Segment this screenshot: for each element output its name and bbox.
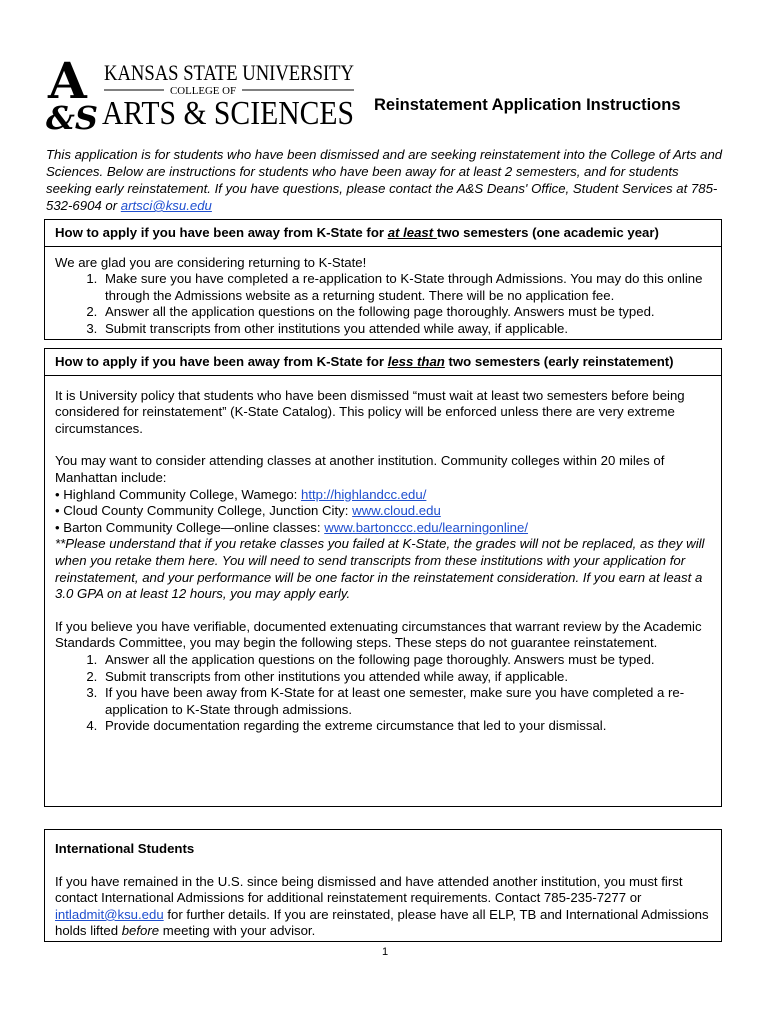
college-item	[55, 503, 711, 520]
section2-heading-pre: How to apply if you have been away from K-State for	[55, 354, 388, 369]
logo-monogram-s: &S	[46, 99, 98, 137]
section1-heading-pre: How to apply if you have been away from K-State for	[55, 225, 388, 240]
section3-text-mid: for further details. If you are reinstated, please have all ELP, TB and International Admissions holds lifted	[55, 906, 709, 939]
college-link[interactable]: www.cloud.edu	[352, 503, 441, 519]
logo-monogram-a: A	[48, 51, 87, 110]
section1-step: 1. Make sure you have completed a re-application to K-State through Admissions. You may do this online through the Admissions website as a returning student. There will be no application fee.	[101, 271, 711, 304]
intladmit-email-link[interactable]: intladmit@ksu.edu	[55, 906, 164, 922]
intro-text: This application is for students who have been dismissed and are seeking reinstatement into the College of Arts and Sciences. Below are instructions for students who have been away for at least 2 semesters, and for students seeking early reinstatement. If you have questions, please contact the A&S Deans' Office, Student Services at 785-532-6904 or	[46, 147, 723, 213]
college-name: • Cloud County Community College, Junction City:	[55, 503, 353, 519]
college-item	[55, 520, 711, 537]
college-name: • Barton Community College—online classes:	[55, 519, 325, 535]
logo-university-name: KANSAS STATE UNIVERSITY	[104, 60, 355, 85]
section-at-least-two-semesters	[44, 219, 722, 340]
college-link[interactable]: www.bartonccc.edu/learningonline/	[324, 519, 529, 535]
section1-heading-post: two semesters (one academic year)	[436, 225, 659, 240]
section2-steps	[55, 652, 711, 735]
college-logo-graphic	[46, 51, 358, 137]
section1-greeting: We are glad you are considering returning to K-State!	[55, 254, 367, 270]
logo-arts-sciences: ARTS & SCIENCES	[102, 95, 354, 132]
section2-heading-post: two semesters (early reinstatement)	[444, 354, 674, 369]
section2-step: 2. Submit transcripts from other institutions you attended while away, if applicable.	[101, 669, 711, 686]
document-title: Reinstatement Application Instructions	[374, 96, 681, 114]
section3-heading: International Students	[55, 841, 195, 856]
section2-heading	[55, 354, 711, 371]
section3-text-post: meeting with your advisor.	[159, 923, 316, 939]
college-logo	[46, 51, 358, 137]
section2-step: 1. Answer all the application questions on the following page thoroughly. Answers must be typed.	[101, 652, 711, 669]
section3-text-pre: If you have remained in the U.S. since being dismissed and have attended another institution, you must first contact International Admissions for additional reinstatement requirements. Contact 785-235-7277 or	[55, 873, 683, 906]
section3-body	[55, 874, 711, 940]
section2-consider: You may want to consider attending classes at another institution. Community colleges within 20 miles of Manhattan include:	[55, 453, 665, 485]
section1-heading-emph: at least	[387, 225, 437, 240]
section2-policy: It is University policy that students who have been dismissed “must wait at least two semesters before being considered for reinstatement” (K-State Catalog). This policy will be enforced unless there are very extreme circumstances.	[55, 387, 685, 436]
section2-note: **Please understand that if you retake classes you failed at K-State, the grades will not be replaced, as they will when you retake them here. You will need to send transcripts from these institutions with your application for reinstatement, and your performance will be one factor in the reinstatement consideration. If you earn at least a 3.0 GPA on at least 12 hours, you may apply early.	[55, 536, 705, 602]
logo-college-of: COLLEGE OF	[170, 85, 236, 97]
section1-heading	[55, 225, 711, 242]
section1-step: 3. Submit transcripts from other institutions you attended while away, if applicable.	[101, 321, 711, 338]
section2-heading-emph: less than	[387, 354, 445, 369]
artsci-email-link[interactable]: artsci@ksu.edu	[120, 198, 212, 213]
college-link[interactable]: http://highlandcc.edu/	[301, 486, 427, 502]
college-item	[55, 487, 711, 504]
section1-step: 2. Answer all the application questions on the following page thoroughly. Answers must be typed.	[101, 304, 711, 321]
page-number: 1	[381, 946, 389, 958]
section2-extenuating: If you believe you have verifiable, documented extenuating circumstances that warrant review by the Academic Standards Committee, you may begin the following steps. These steps do not guarantee reinstatement.	[55, 618, 702, 651]
section-international-students	[44, 829, 722, 942]
section2-step: 3. If you have been away from K-State for at least one semester, make sure you have completed a re-application to K-State through admissions.	[101, 685, 711, 718]
intro-paragraph	[46, 146, 726, 214]
section1-steps	[55, 271, 711, 337]
section2-step: 4. Provide documentation regarding the extreme circumstance that led to your dismissal.	[101, 718, 711, 735]
section3-text-emph: before	[121, 923, 160, 939]
college-name: • Highland Community College, Wamego:	[55, 486, 302, 502]
section-less-than-two-semesters	[44, 348, 722, 807]
